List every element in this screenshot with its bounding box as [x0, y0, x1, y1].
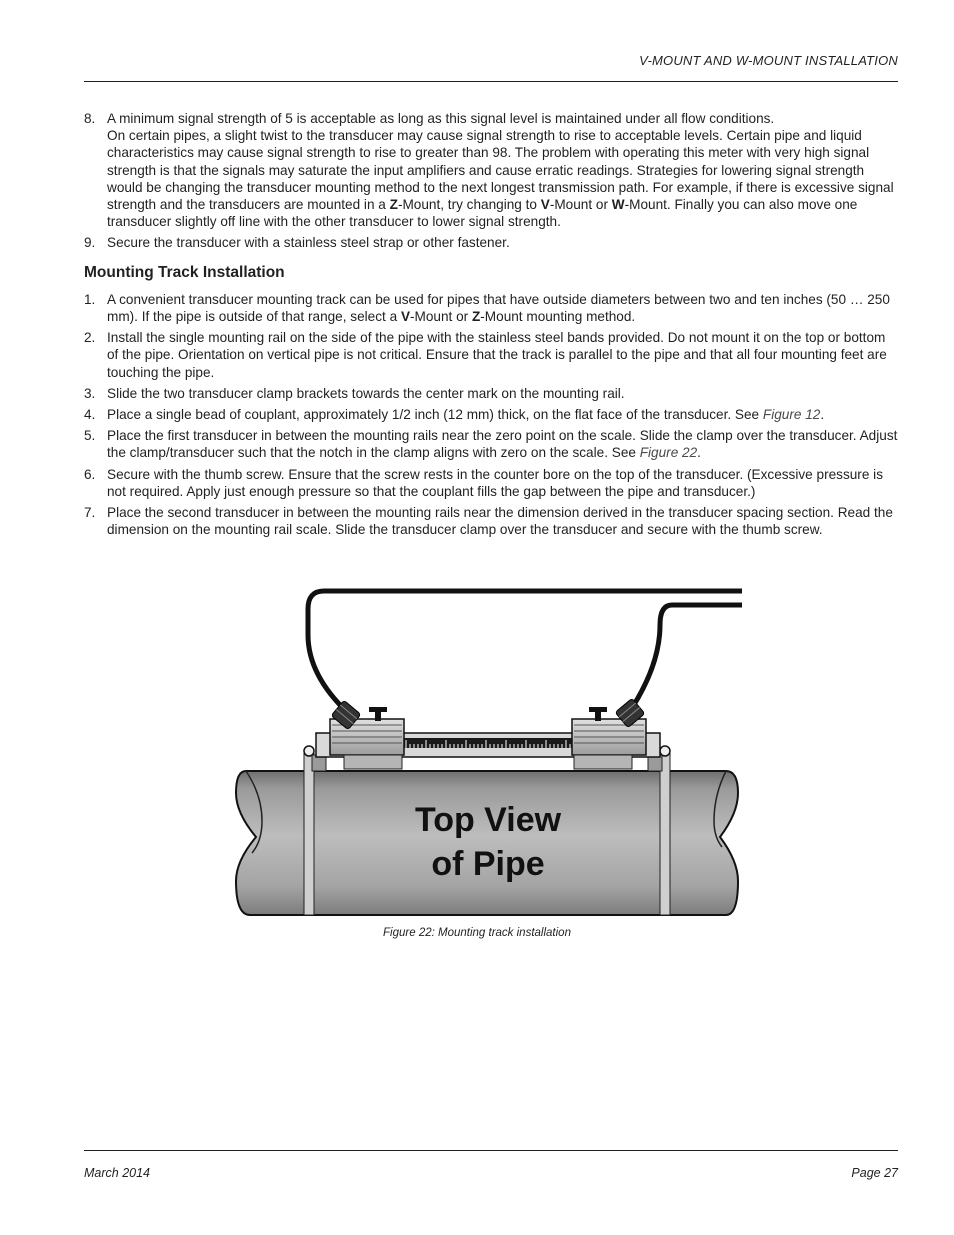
main-content [84, 110, 898, 542]
item-text: Slide the two transducer clamp brackets towards the center mark on the mounting rail. [107, 385, 625, 401]
header-title: V-MOUNT AND W-MOUNT INSTALLATION [639, 53, 898, 68]
footer-rule [84, 1150, 898, 1151]
strap-left [304, 753, 314, 915]
item-text: Place the first transducer in between the mounting rails near the zero point on the scale. Slide the clamp over the transducer. Adjust the clamp/transducer such that the notch in the clamp aligns with zero on the scale. See Figure 22. [107, 428, 898, 461]
item-number: 1. [84, 291, 96, 307]
footer-date: March 2014 [84, 1166, 151, 1180]
list-item [84, 406, 898, 423]
item-number: 8. [84, 111, 96, 126]
cable-left [308, 591, 742, 713]
pipe-illustration [232, 585, 744, 920]
item-number: 4. [84, 407, 96, 423]
item-text: Place the second transducer in between the mounting rails near the dimension derived in the transducer spacing section. Read the dimension on the mounting rail scale. Slide the transducer clamp over the transducer and secure with the thumb screw. [107, 505, 893, 538]
figure-label-line1: Top View [414, 801, 562, 839]
item-text: Secure with the thumb screw. Ensure that the screw rests in the counter bore on the top of the transducer. (Excessive pressure is not required. Apply just enough pressure so that the couplant fills the gap between the pipe and transducer.) [107, 466, 883, 499]
figure-link[interactable]: Figure 22 [639, 445, 698, 461]
list-item [84, 291, 898, 325]
list-item [84, 385, 898, 402]
footer-page-number: Page 27 [851, 1166, 898, 1180]
item-number: 7. [84, 505, 96, 521]
item-text: A minimum signal strength of 5 is acceptable as long as this signal level is maintained under all flow conditions. [107, 111, 775, 126]
figure-label-line2: of Pipe [431, 845, 545, 883]
item-text: Place a single bead of couplant, approximately 1/2 inch (12 mm) thick, on the flat face of the transducer. See Figure 12. [107, 407, 825, 423]
list-item [84, 427, 898, 461]
mounting-track-figure [232, 585, 744, 920]
list-item [84, 110, 898, 230]
item-number: 3. [84, 385, 96, 401]
figure-link[interactable]: Figure 12 [762, 407, 821, 423]
section-heading: Mounting Track Installation [84, 263, 285, 281]
list-item [84, 329, 898, 381]
header-rule [84, 81, 898, 82]
item-text: Install the single mounting rail on the side of the pipe with the stainless steel bands provided. Do not mount it on the top or bottom of the pipe. Orientation on vertical pipe is not critical. Ensure that the track is parallel to the pipe and that all four mounting feet are touching the pipe. [107, 330, 887, 380]
list-item [84, 504, 898, 538]
item-number: 9. [84, 235, 96, 251]
strap-right [660, 753, 670, 915]
figure-caption: Figure 22: Mounting track installation [383, 927, 571, 939]
list-item [84, 234, 898, 251]
cable-right [630, 605, 742, 711]
item-number: 5. [84, 428, 96, 444]
item-text: A convenient transducer mounting track can be used for pipes that have outside diameters between two and ten inches (50 … 250 mm). If the pipe is outside of that range, select a V-Mount or Z-Mount mounting method. [107, 291, 890, 325]
item-number: 2. [84, 330, 96, 346]
item-text: Secure the transducer with a stainless steel strap or other fastener. [107, 235, 510, 251]
list-item [84, 466, 898, 500]
item-paragraph: On certain pipes, a slight twist to the transducer may cause signal strength to rise to acceptable levels. Certain pipe and liquid characteristics may cause signal strength to rise to greater than 98. The problem with operating this meter with very high signal strength is that the signals may saturate the input amplifiers and cause erratic readings. Strategies for lowering signal strength would be changing the transducer mounting method to the next longest transmission path. For example, if there is excessive signal strength and the transducers are mounted in a Z-Mount, try changing to V-Mount or W-Mount. Finally you can also move one transducer slightly off line with the other transducer to lower signal strength. [107, 128, 894, 230]
item-number: 6. [84, 466, 96, 482]
